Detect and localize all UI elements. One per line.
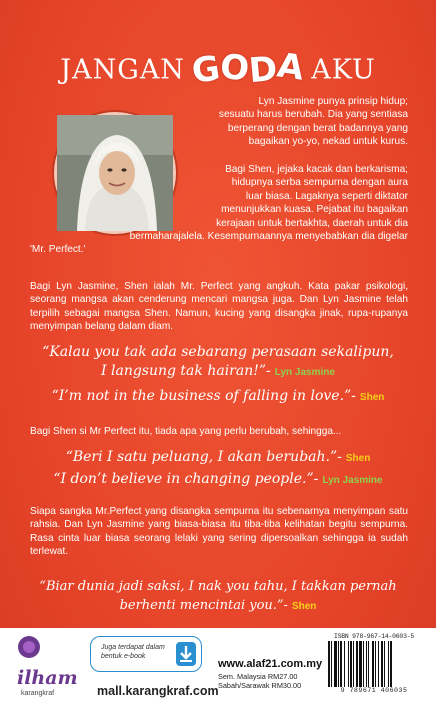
quote-1-line-2: I langsung tak hairan!”- <box>101 363 271 379</box>
svg-text:karangkraf: karangkraf <box>21 690 55 697</box>
title-letter: D <box>247 48 280 92</box>
price-semenanjung: Sem. Malaysia RM27.00 <box>218 672 298 681</box>
barcode-icon <box>326 641 422 687</box>
quote-4 <box>0 470 436 490</box>
quote-1-speaker: Lyn Jasmine <box>274 367 335 378</box>
text-line: 'Mr. Perfect.' <box>30 244 86 256</box>
price-sabah-sarawak: Sabah/Sarawak RM30.00 <box>218 680 302 690</box>
synopsis-paragraph-2 <box>30 163 408 257</box>
title-letter: A <box>275 45 307 89</box>
download-icon <box>176 642 196 666</box>
quote-4-speaker: Lyn Jasmine <box>322 475 383 486</box>
title-letter: G <box>189 48 223 92</box>
synopsis-paragraph-3: Bagi Lyn Jasmine, Shen ialah Mr. Perfect yang angkuh. Kata pakar psikologi, seorang mangsa akan cenderung mencari mangsa juga. Dan Lyn Jasmine telah terpilih sebagai mangsa Shen. Namun, kucing yang disangka jinak, rupa-rupanya menyimpan belang dalam diam. <box>30 281 408 333</box>
quote-5-speaker: Shen <box>291 601 317 612</box>
quote-4-text: “I don’t believe in changing people.”- <box>53 471 319 487</box>
quote-3-text: “Beri I satu peluang, I akan berubah.”- <box>65 449 342 465</box>
isbn-label: ISBN 978-967-14-0603-5 <box>334 633 414 640</box>
mall-url: mall.karangkraf.com <box>97 684 219 698</box>
quote-2-text: “I’m not in the business of falling in love.”- <box>51 388 356 404</box>
title-word-jangan: JANGAN <box>60 54 185 86</box>
text-line: Lyn Jasmine punya prinsip hidup; <box>258 96 408 107</box>
text-line: hidupnya serba sempurna dengan aura <box>231 177 408 189</box>
quote-5-line-1: “Biar dunia jadi saksi, I nak you tahu, I takkan pernah <box>39 579 397 594</box>
footer-bar <box>0 628 436 709</box>
quote-3-speaker: Shen <box>345 453 371 464</box>
publisher-logo <box>14 632 78 704</box>
book-title <box>0 45 436 92</box>
text-line: Bagi Shen, jejaka kacak dan berkarisma; <box>225 164 408 175</box>
website-url: www.alaf21.com.my <box>218 658 323 670</box>
synopsis-paragraph-1 <box>178 95 408 149</box>
text-line: bermaharajalela. Kesempurnaannya menyebabkan dia digelar <box>129 231 408 243</box>
ilham-logo-icon <box>14 632 78 704</box>
price-info <box>218 673 301 690</box>
title-letter: O <box>218 46 252 90</box>
quote-2-speaker: Shen <box>359 392 385 403</box>
svg-text:ilham: ilham <box>17 667 78 689</box>
quote-5-line-2: berhenti mencintai you.”- <box>119 598 288 613</box>
quote-1-line-1: “Kalau you tak ada sebarang perasaan sekalipun, <box>42 344 394 360</box>
quote-3 <box>0 448 436 468</box>
quote-1 <box>0 343 436 382</box>
quote-5 <box>0 577 436 616</box>
quote-2 <box>0 387 436 407</box>
ebook-badge <box>90 636 202 672</box>
text-line: luar biasa. Lagaknya seperti diktator <box>245 190 408 202</box>
text-line: berperang dengan berat badannya yang <box>227 122 408 134</box>
title-word-aku: AKU <box>311 54 376 86</box>
synopsis-paragraph-5: Siapa sangka Mr.Perfect yang disangka sempurna itu sebenarnya menyimpan satu rahsia. Dan Lyn Jasmine yang biasa-biasa itu tiba-tiba kelihatan begitu sempurna. Rasa cinta luar biasa seorang lelaki yang sering dipersoalkan sehingga ia sudah terlewat. <box>30 506 408 558</box>
text-line: menunjukkan kuasa. Pejabat itu bagaikan <box>221 204 408 216</box>
synopsis-paragraph-4: Bagi Shen si Mr Perfect itu, tiada apa yang perlu berubah, sehingga... <box>30 426 342 437</box>
title-word-goda <box>189 45 307 92</box>
text-line: sesuatu harus berubah. Dia yang sentiasa <box>218 109 408 121</box>
text-line: bagaikan yo-yo, nekad untuk kurus. <box>248 136 408 148</box>
text-line: kerajaan untuk bertakhta, daerah untuk dia <box>216 217 408 229</box>
barcode-number: 9 789671 406035 <box>340 687 408 694</box>
isbn-barcode <box>322 632 426 702</box>
ebook-text: Juga terdapat dalam bentuk e-book <box>101 644 165 660</box>
